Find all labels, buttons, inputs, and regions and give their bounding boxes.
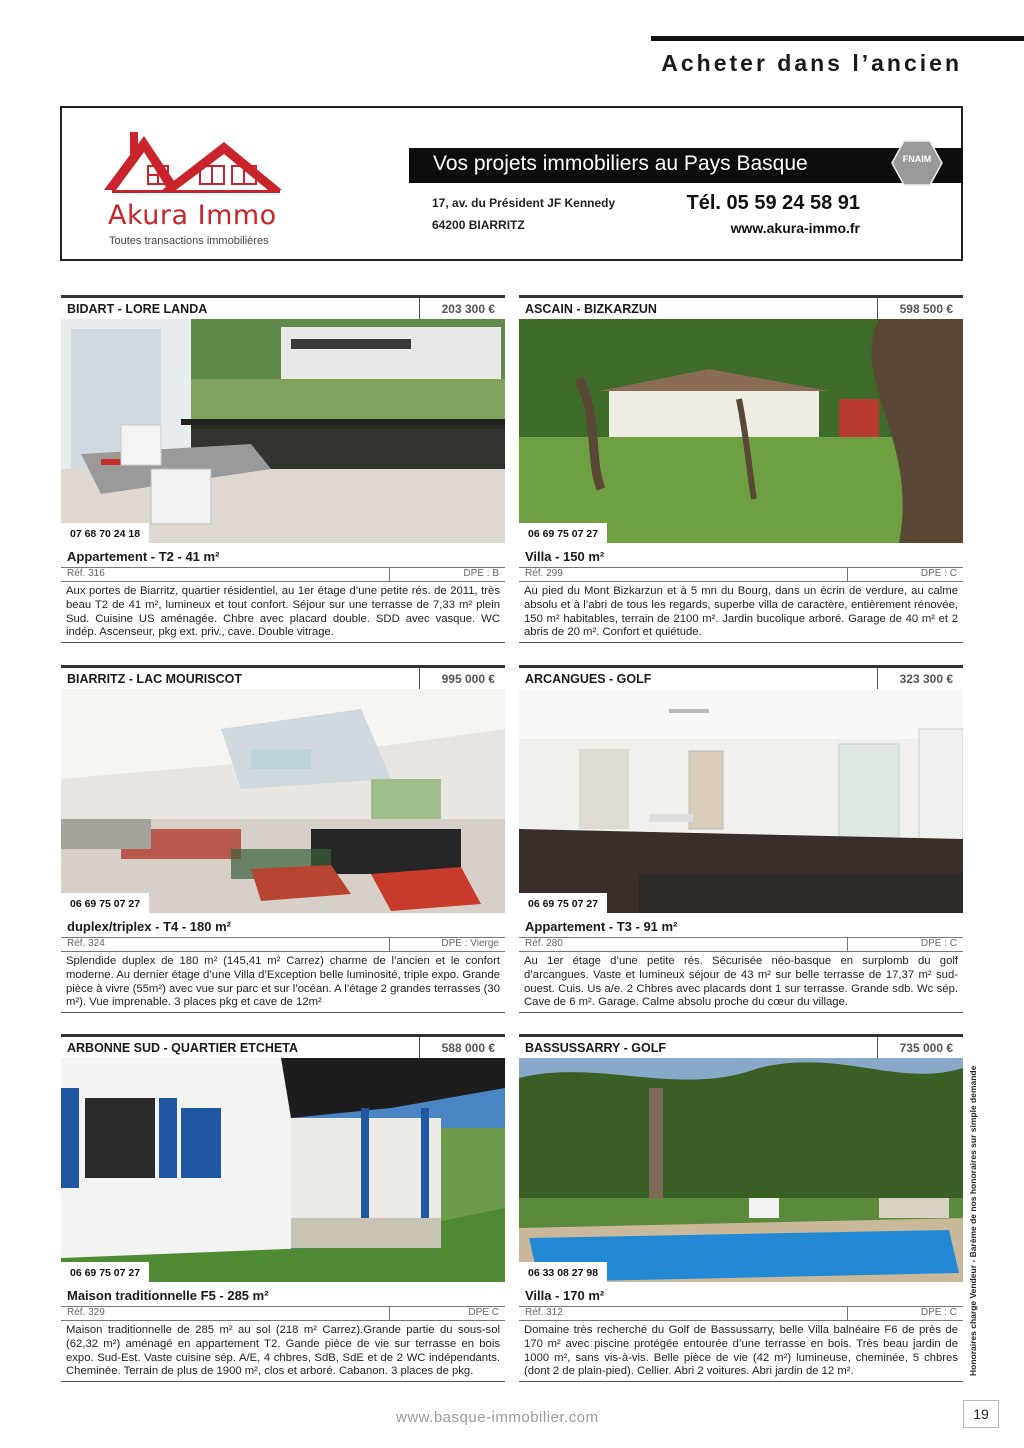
- header-rule: [651, 36, 1024, 41]
- listing-type: Villa - 170 m²: [525, 1288, 605, 1303]
- agency-address-line1: 17, av. du Président JF Kennedy: [432, 196, 616, 210]
- listing-location: ASCAIN - BIZKARZUN: [525, 301, 657, 316]
- listing-dpe: DPE C: [468, 1307, 499, 1318]
- listing-card: [519, 295, 963, 643]
- listing-phone: 06 33 08 27 98: [519, 1262, 607, 1282]
- fees-side-note: Honoraires charge Vendeur - Barème de nos honoraires sur simple demande: [968, 1065, 978, 1376]
- agency-slogan-banner: [409, 148, 963, 183]
- agency-name: Akura Immo: [108, 200, 277, 231]
- agency-ad: [60, 106, 963, 261]
- listing-phone: 06 69 75 07 27: [61, 1262, 149, 1282]
- listing-location: ARBONNE SUD - QUARTIER ETCHETA: [67, 1040, 299, 1055]
- listing-card: [61, 665, 505, 1013]
- listing-location: BIDART - LORE LANDA: [67, 301, 208, 316]
- listing-type: Villa - 150 m²: [525, 549, 605, 564]
- section-title: Acheter dans l’ancien: [661, 50, 962, 76]
- listing-description: Au pied du Mont Bizkarzun et à 5 mn du Bourg, dans un écrin de verdure, au calme absolu et à l’abri de tous les regards, superbe villa de caractère, entièrement rénovée, 150 m² habitables, terrain de 2100 m². Jardin bucolique arboré. Garage de 40 m² et 2 abris de 20 m². Confort et quiétude.: [519, 581, 963, 643]
- listing-ref: Réf. 324: [61, 938, 390, 951]
- listing-type: Maison traditionnelle F5 - 285 m²: [67, 1288, 269, 1303]
- listing-price: 598 500 €: [877, 298, 963, 320]
- listing-phone: 06 69 75 07 27: [61, 893, 149, 913]
- listing-ref: Réf. 299: [519, 568, 848, 581]
- listing-price: 323 300 €: [877, 668, 963, 690]
- agency-phone: Tél. 05 59 24 58 91: [686, 192, 860, 214]
- listing-dpe: DPE : C: [920, 568, 957, 579]
- listing-dpe: DPE : C: [920, 938, 957, 949]
- listing-location: BASSUSSARRY - GOLF: [525, 1040, 666, 1055]
- listing-card: [61, 295, 505, 643]
- listing-photo: [61, 319, 505, 543]
- listing-location: ARCANGUES - GOLF: [525, 671, 652, 686]
- listing-card: [519, 1034, 963, 1382]
- listing-phone: 06 69 75 07 27: [519, 893, 607, 913]
- listing-location: BIARRITZ - LAC MOURISCOT: [67, 671, 242, 686]
- agency-tagline: Toutes transactions immobilières: [109, 235, 269, 247]
- listing-price: 203 300 €: [419, 298, 505, 320]
- agency-slogan: Vos projets immobiliers au Pays Basque: [433, 152, 808, 175]
- listing-ref: Réf. 312: [519, 1307, 848, 1320]
- listing-dpe: DPE : C: [920, 1307, 957, 1318]
- page-number: 19: [963, 1400, 999, 1428]
- listing-phone: 07 68 70 24 18: [61, 523, 149, 543]
- listing-dpe: DPE : Vierge: [441, 938, 499, 949]
- listing-photo: [519, 319, 963, 543]
- listing-dpe: DPE : B: [463, 568, 499, 579]
- agency-address-line2: 64200 BIARRITZ: [432, 218, 525, 232]
- listing-type: Appartement - T3 - 91 m²: [525, 919, 678, 934]
- agency-logo: [102, 132, 292, 247]
- listing-type: Appartement - T2 - 41 m²: [67, 549, 220, 564]
- listing-price: 588 000 €: [419, 1037, 505, 1059]
- agency-website[interactable]: www.akura-immo.fr: [730, 220, 860, 236]
- listing-photo: [519, 1058, 963, 1282]
- listing-photo: [61, 689, 505, 913]
- listing-description: Aux portes de Biarritz, quartier résidentiel, au 1er étage d’une petite rés. de 2011, très beau T2 de 41 m², lumineux et tout confort. Séjour sur une terrasse de 7,33 m² plein Sud. Cuisine US aménagée. Chbre avec placard double. SDD avec vasque. WC indép. Ascenseur, pkg ext. priv., cave. Double vitrage.: [61, 581, 505, 643]
- listing-ref: Réf. 280: [519, 938, 848, 951]
- listing-card: [519, 665, 963, 1013]
- listing-description: Au 1er étage d’une petite rés. Sécurisée néo-basque en surplomb du golf d’arcangues. Vaste et lumineux séjour de 43 m² sur belle terrasse de 17,37 m² sud-ouest. Cuis. Us a/e. 2 Chbres avec placards dont 1 sur terrasse. Grande sdb. Wc sép. Cave de 6 m². Garage. Calme absolu proche du cœur du village.: [519, 951, 963, 1013]
- listing-description: Splendide duplex de 180 m² (145,41 m² Carrez) charme de l’ancien et le confort moderne. Au dernier étage d’une Villa d’Exception belle luminosité, triple expo. Grande pièce à vivre (55m²) avec vue sur parc et sur l’océan. A l’étage 2 grandes terrasses (30 m²). Vue imprenable. 3 places pkg et cave de 12m²: [61, 951, 505, 1013]
- listing-card: [61, 1034, 505, 1382]
- listing-description: Domaine très recherché du Golf de Bassussarry, belle Villa balnéaire F6 de près de 170 m² avec piscine protégée entourée d’une terrasse en bois. Très beau jardin de 1000 m², sans vis-à-vis. Belle pièce de vie (42 m²) lumineuse, cheminée, 5 chbres (dont 2 de plain-pied). Cellier. Abri 2 voitures. Abri jardin de 12 m².: [519, 1320, 963, 1382]
- listing-type: duplex/triplex - T4 - 180 m²: [67, 919, 231, 934]
- listing-description: Maison traditionnelle de 285 m² au sol (218 m² Carrez).Grande partie du sous-sol (62,32 m²) aménagé en appartement T2. Gande pièce de vie sur terrasse en bois expo. Sud-Est. Vaste cuisine sép. A/E, 4 chbres, SdB, SdE et de 2 WC indépendants. Cheminée. Terrain de plus de 1900 m², clos et arboré. Cabanon. 3 places de pkg.: [61, 1320, 505, 1382]
- listing-photo: [519, 689, 963, 913]
- house-logo-icon: [102, 132, 292, 202]
- footer-website[interactable]: www.basque-immobilier.com: [396, 1409, 599, 1426]
- listing-ref: Réf. 316: [61, 568, 390, 581]
- listing-photo: [61, 1058, 505, 1282]
- listing-price: 995 000 €: [419, 668, 505, 690]
- fnaim-label: FNAIM: [902, 154, 932, 164]
- listing-ref: Réf. 329: [61, 1307, 390, 1320]
- fnaim-badge: [891, 140, 943, 186]
- listing-price: 735 000 €: [877, 1037, 963, 1059]
- listing-phone: 06 69 75 07 27: [519, 523, 607, 543]
